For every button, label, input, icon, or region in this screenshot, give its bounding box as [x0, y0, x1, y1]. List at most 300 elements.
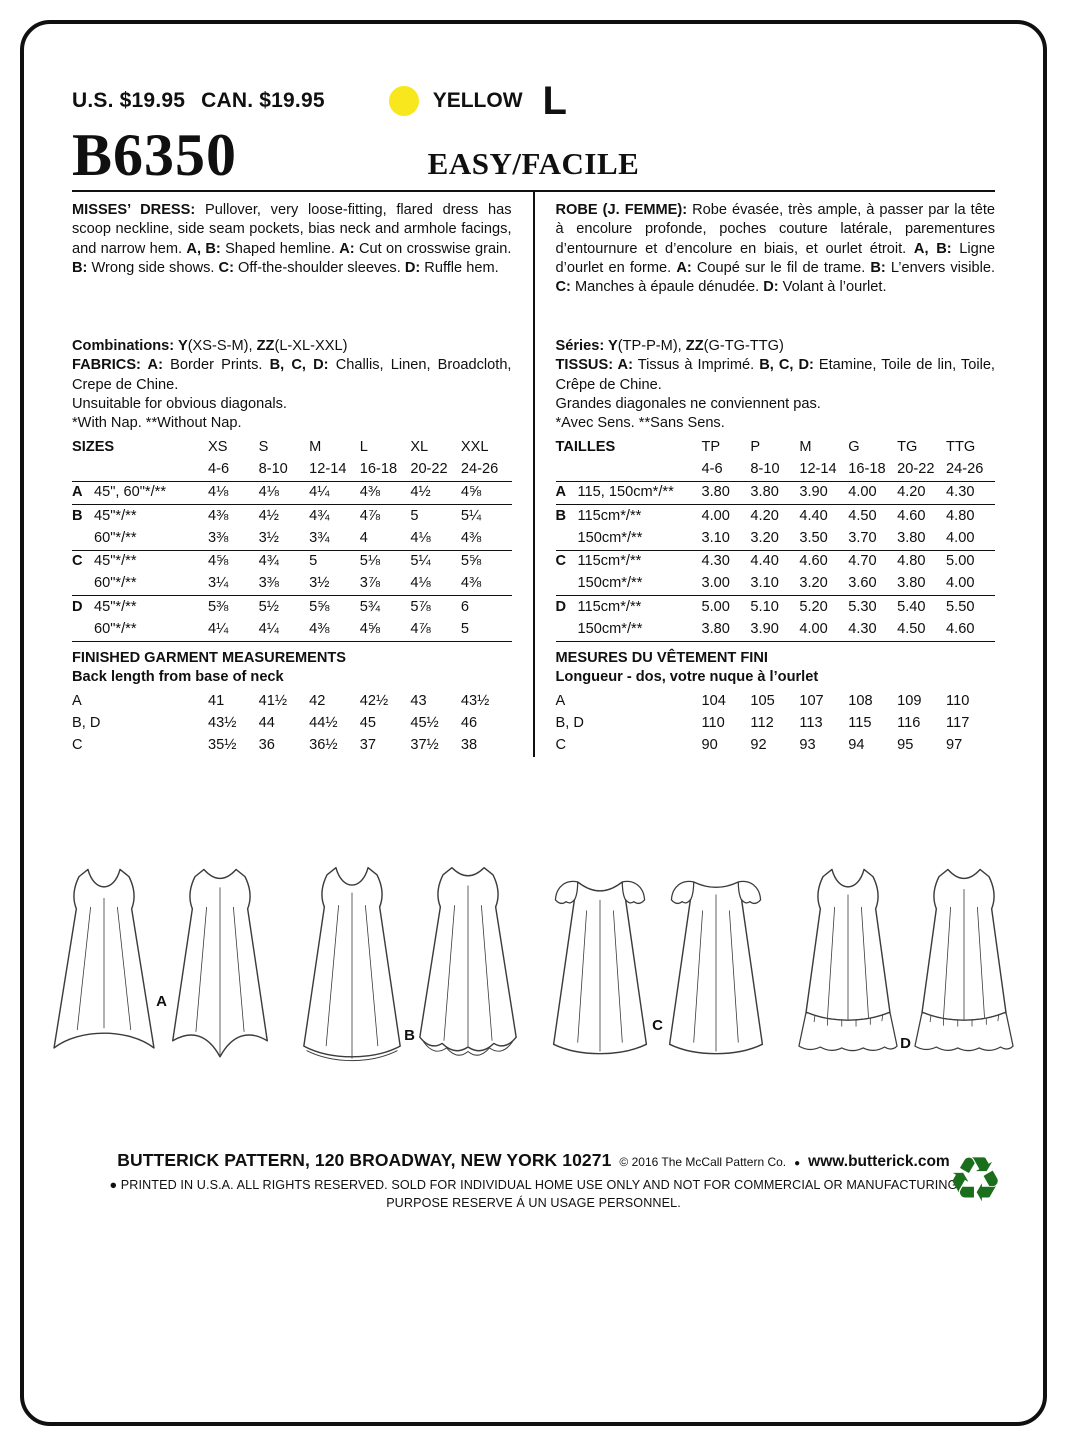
table-cell: L — [359, 438, 368, 455]
text-segment: Ligne d’ourlet en forme. — [555, 240, 996, 276]
text-segment: B: — [870, 259, 886, 276]
nap-note-en: *With Nap. **Without Nap. — [72, 415, 242, 431]
table-cell: 109 — [897, 692, 922, 709]
table-cell: 4⅜ — [208, 507, 229, 524]
table-cell: 5⅝ — [460, 553, 482, 569]
text-segment: A, B: — [186, 240, 221, 257]
text-segment: (XS-S-M), — [187, 338, 257, 354]
table-cell: B — [555, 507, 567, 524]
table-cell: 3.80 — [750, 481, 799, 504]
table-cell: 90 — [701, 737, 718, 753]
table-row — [72, 618, 512, 641]
table-cell: XS — [208, 438, 228, 455]
table-row — [72, 436, 512, 458]
table-cell: 3.80 — [897, 527, 946, 550]
table-cell: 3⅜ — [259, 573, 310, 596]
table-cell: C — [72, 553, 83, 569]
bullet-icon: ● — [794, 1158, 801, 1169]
recycle-icon: ♻ — [947, 1146, 1003, 1215]
table-cell: 3.20 — [799, 573, 848, 596]
pattern-number: B6350 — [72, 122, 238, 188]
table-cell — [72, 459, 208, 482]
text-columns — [72, 192, 995, 757]
table-cell: 3.00 — [702, 573, 751, 596]
description-fr — [556, 201, 996, 319]
table-row — [72, 550, 512, 573]
dress-a-back-illustration — [162, 857, 278, 1080]
text-segment: Coupé sur le fil de trame. — [691, 259, 871, 276]
size-code-letter: L — [542, 79, 567, 123]
table-cell: 45½ — [410, 714, 439, 731]
table-cell: 4.60 — [897, 507, 926, 524]
table-cell: 20-22 — [897, 459, 946, 482]
table-cell: 4⅜ — [461, 573, 512, 596]
table-cell: 3¾ — [309, 527, 360, 550]
table-cell: 4.50 — [848, 507, 877, 524]
table-cell: 3.90 — [750, 618, 799, 641]
table-cell: 3¼ — [208, 573, 259, 596]
table-cell: 4.00 — [701, 507, 730, 524]
table-cell: 4.50 — [897, 618, 946, 641]
view-a-group — [46, 857, 278, 1080]
table-cell: 4⅞ — [410, 618, 461, 641]
table-cell: 4.30 — [701, 553, 730, 569]
text-segment: D: — [763, 279, 779, 295]
price-us: U.S. $19.95 — [72, 89, 186, 112]
text-segment: Pullover, very loose-fitting, flared dress has scoop neckline, side seam pockets, bias neck and armhole facings, and narrow hem. — [72, 202, 512, 257]
table-cell: 45"*/** — [94, 553, 137, 569]
table-cell: 4.00 — [848, 481, 897, 504]
table-cell: S — [258, 438, 269, 455]
text-segment: Shaped hemline. — [220, 240, 340, 257]
masthead — [72, 120, 995, 192]
text-segment: Séries: — [555, 338, 608, 354]
table-cell: 4.40 — [799, 507, 828, 524]
table-cell: 95 — [897, 737, 914, 753]
table-cell: 150cm*/** — [578, 618, 702, 641]
table-cell: 38 — [460, 737, 478, 753]
table-cell: SIZES — [72, 438, 115, 455]
table-cell: 115cm*/** — [577, 553, 642, 569]
website-text: www.butterick.com — [808, 1153, 950, 1170]
table-cell: 4⅜ — [360, 481, 411, 504]
difficulty-label: EASY/FACILE — [427, 146, 640, 181]
table-cell: 115 — [848, 714, 872, 731]
table-cell: 117 — [946, 714, 970, 731]
fabrics-fr — [556, 356, 996, 395]
table-cell: 3.60 — [848, 573, 897, 596]
table-cell: 3⅞ — [360, 573, 411, 596]
table-cell: 4.70 — [848, 553, 877, 569]
table-cell: 105 — [750, 692, 775, 709]
table-cell: D — [72, 598, 83, 615]
finished-subtitle-fr: Longueur - dos, votre nuque à l’ourlet — [555, 668, 819, 685]
text-segment: Cut on crosswise grain. — [354, 240, 512, 257]
table-cell: 92 — [750, 737, 767, 753]
table-cell — [72, 573, 94, 596]
dress-d-back-illustration — [906, 857, 1022, 1080]
text-segment: Border Prints. — [162, 357, 270, 374]
text-segment: TISSUS: — [555, 357, 618, 374]
table-cell: 94 — [848, 737, 865, 753]
table-cell: 3.20 — [750, 527, 799, 550]
text-segment: C: — [555, 279, 571, 295]
table-cell: 4.80 — [897, 553, 926, 569]
table-cell: 24-26 — [946, 459, 995, 482]
table-cell: 3.80 — [702, 618, 751, 641]
table-cell: 5.00 — [946, 553, 975, 569]
yardage-table-fr — [556, 436, 996, 641]
text-segment: Challis, Linen, Broadcloth, Crepe de Chine. — [72, 357, 512, 393]
table-cell: 110 — [946, 692, 970, 709]
table-cell — [556, 573, 578, 596]
nap-note-fr: *Avec Sens. **Sans Sens. — [555, 415, 725, 431]
table-cell: 4⅛ — [259, 481, 310, 504]
table-cell: G — [848, 438, 860, 455]
finished-subtitle-en: Back length from base of neck — [72, 668, 284, 685]
table-cell: 5⅝ — [309, 598, 330, 615]
publisher-address: BUTTERICK PATTERN, 120 BROADWAY, NEW YORK 10271 — [117, 1150, 612, 1170]
table-cell: 5.50 — [946, 598, 975, 615]
table-cell: 4¾ — [258, 553, 279, 569]
table-cell: 41½ — [258, 692, 287, 709]
dress-c-back-illustration — [658, 857, 774, 1080]
text-segment: Off-the-shoulder sleeves. — [233, 259, 405, 276]
table-row — [556, 735, 996, 757]
table-cell: 5¼ — [460, 507, 482, 524]
text-segment: B, C, D: — [269, 357, 329, 374]
text-segment: (L-XL-XXL) — [274, 338, 348, 354]
table-cell: 4¼ — [259, 618, 310, 641]
table-cell: 4.60 — [799, 553, 828, 569]
table-cell: 45"*/** — [94, 598, 137, 615]
table-cell: 36 — [258, 737, 275, 753]
table-cell: 43½ — [460, 692, 490, 709]
table-row — [556, 505, 996, 528]
table-cell: C — [555, 737, 567, 753]
table-cell: TG — [897, 438, 918, 455]
table-cell: 5¼ — [410, 553, 431, 569]
table-cell: M — [799, 438, 812, 455]
text-segment: A: — [339, 240, 355, 257]
text-segment: Tissus à Imprimé. — [632, 357, 760, 374]
table-cell: B, D — [555, 714, 584, 731]
table-cell: 20-22 — [410, 459, 461, 482]
table-cell: 12-14 — [799, 459, 848, 482]
yardage-table-en — [72, 436, 512, 641]
table-cell: 5⅞ — [410, 598, 431, 615]
copyright-text: © 2016 The McCall Pattern Co. — [619, 1155, 787, 1169]
table-cell: 116 — [897, 714, 921, 731]
text-segment: ZZ — [685, 338, 704, 354]
table-cell: 104 — [701, 692, 726, 709]
table-cell: 8-10 — [259, 459, 310, 482]
table-cell: 42½ — [359, 692, 389, 709]
table-cell: 60"*/** — [94, 527, 208, 550]
dress-b-back-illustration — [410, 857, 526, 1080]
table-cell: TAILLES — [555, 438, 616, 455]
table-cell: 24-26 — [461, 459, 512, 482]
text-segment: ROBE (J. FEMME): — [555, 202, 688, 218]
combinations-en — [72, 337, 512, 356]
table-cell: 108 — [848, 692, 873, 709]
table-cell: C — [72, 737, 83, 753]
table-cell: 5.00 — [701, 598, 730, 615]
table-cell: 97 — [946, 737, 963, 753]
table-cell: 4-6 — [702, 459, 751, 482]
text-segment: C: — [218, 259, 234, 276]
table-cell: 45"*/** — [94, 507, 137, 524]
finished-title-fr: MESURES DU VÊTEMENT FINI — [555, 649, 768, 666]
price-line — [72, 89, 325, 113]
usage-line: PURPOSE RESERVE Á UN USAGE PERSONNEL. — [386, 1196, 681, 1210]
table-cell: 4⅛ — [208, 481, 259, 504]
table-row — [556, 690, 996, 712]
text-segment: Robe évasée, très ample, à passer par la tête à encolure profonde, poches couture latérale, parementures d’entournure et d’encolure en biais, et ourlet étroit. — [555, 202, 995, 257]
table-cell: 8-10 — [750, 459, 799, 482]
table-cell: 4.80 — [946, 507, 975, 524]
text-segment: Combinations: — [72, 338, 178, 354]
view-b-group — [294, 857, 526, 1080]
text-segment: B, C, D: — [759, 357, 814, 374]
table-cell: 115cm*/** — [577, 507, 642, 524]
table-row — [556, 596, 996, 619]
finished-table-en — [72, 690, 512, 757]
dress-b-front-illustration — [294, 857, 410, 1080]
text-segment: Volant à l’ourlet. — [778, 279, 887, 295]
text-segment: A, B: — [913, 240, 952, 257]
text-segment: B: — [72, 259, 88, 276]
table-cell: 16-18 — [848, 459, 897, 482]
table-cell: 4½ — [258, 507, 279, 524]
table-cell: 4⅞ — [359, 507, 381, 524]
text-segment: MISSES’ DRESS: — [72, 202, 196, 218]
rights-line: ● PRINTED IN U.S.A. ALL RIGHTS RESERVED. SOLD FOR INDIVIDUAL HOME USE ONLY AND NOT FOR COMMERCIAL OR MANUFACTURING — [109, 1178, 958, 1192]
table-cell: B — [72, 507, 83, 524]
table-cell: 150cm*/** — [578, 527, 702, 550]
view-c-label: C — [652, 1016, 663, 1034]
table-cell: 4-6 — [208, 459, 259, 482]
yellow-dot-icon — [389, 86, 419, 116]
table-cell: 4 — [360, 527, 411, 550]
table-cell: 110 — [701, 714, 725, 731]
table-cell: A — [72, 692, 82, 709]
text-segment: (TP-P-M), — [617, 338, 686, 354]
table-cell: TTG — [946, 438, 976, 455]
table-row — [72, 481, 512, 504]
table-cell: 4.30 — [848, 618, 897, 641]
table-cell: 3⅜ — [208, 527, 259, 550]
french-column — [534, 201, 996, 757]
text-segment: Y — [177, 338, 188, 354]
table-cell: 150cm*/** — [578, 573, 702, 596]
text-segment: ZZ — [256, 338, 275, 354]
table-cell: 41 — [208, 692, 225, 709]
dress-a-front-illustration — [46, 857, 162, 1080]
text-segment: A: — [147, 357, 163, 374]
unsuitable-note-en: Unsuitable for obvious diagonals. — [72, 395, 287, 412]
table-cell: 5.20 — [799, 598, 828, 615]
table-cell: 4.20 — [897, 481, 946, 504]
table-cell: 16-18 — [360, 459, 411, 482]
table-cell: 3.70 — [848, 527, 897, 550]
table-cell: C — [555, 553, 567, 569]
table-row — [72, 712, 512, 734]
english-column — [72, 201, 534, 757]
table-row — [72, 527, 512, 550]
table-row — [556, 459, 996, 482]
table-row — [72, 573, 512, 596]
garment-line-drawings — [72, 857, 995, 1080]
table-cell: 5 — [461, 618, 512, 641]
table-cell: XXL — [460, 438, 489, 455]
table-cell: 3½ — [309, 573, 360, 596]
color-name: YELLOW — [432, 89, 523, 112]
table-cell: 112 — [750, 714, 774, 731]
dress-c-front-illustration — [542, 857, 658, 1080]
table-cell: XL — [410, 438, 429, 455]
description-en — [72, 201, 512, 319]
table-cell: 107 — [799, 692, 824, 709]
table-cell: 4⅛ — [410, 527, 461, 550]
table-cell: 3½ — [259, 527, 310, 550]
table-cell: 44½ — [309, 714, 338, 731]
table-cell: 5½ — [258, 598, 279, 615]
table-cell: 35½ — [208, 737, 237, 753]
table-cell: 3.80 — [897, 573, 946, 596]
text-segment: Y — [607, 338, 618, 354]
table-cell: M — [309, 438, 322, 455]
table-cell: 115cm*/** — [577, 598, 642, 615]
table-cell: A — [555, 692, 566, 709]
text-segment: Ruffle hem. — [420, 259, 499, 276]
table-cell: 3.50 — [799, 527, 848, 550]
table-cell — [556, 459, 702, 482]
table-cell: 43 — [410, 692, 427, 709]
table-row — [556, 481, 996, 504]
table-cell: TP — [701, 438, 721, 455]
text-segment: Etamine, Toile de lin, Toile, Crêpe de Chine. — [555, 357, 995, 393]
view-a-label: A — [156, 992, 167, 1010]
table-cell: 5 — [410, 507, 419, 524]
table-row — [72, 735, 512, 757]
table-cell — [72, 527, 94, 550]
table-cell: 4.40 — [750, 553, 779, 569]
finished-table-fr — [556, 690, 996, 757]
table-row — [72, 690, 512, 712]
top-bar — [72, 79, 995, 123]
table-cell — [72, 618, 94, 641]
table-cell: 3.80 — [702, 481, 751, 504]
table-cell: D — [555, 598, 567, 615]
table-cell: 45", 60"*/** — [94, 481, 208, 504]
table-cell: 6 — [460, 598, 470, 615]
text-segment: A: — [617, 357, 633, 374]
table-cell: 4¼ — [208, 618, 259, 641]
text-segment: FABRICS: — [72, 357, 148, 374]
table-cell: 3.10 — [702, 527, 751, 550]
table-cell: 4⅜ — [461, 527, 512, 550]
table-cell: 37 — [359, 737, 376, 753]
table-cell: 5 — [309, 553, 318, 569]
table-cell: 4⅜ — [309, 618, 360, 641]
table-cell: B, D — [72, 714, 101, 731]
table-cell: 36½ — [309, 737, 338, 753]
publisher-line — [72, 1150, 995, 1171]
table-row — [72, 596, 512, 619]
table-cell: 5⅛ — [359, 553, 381, 569]
fabrics-en — [72, 356, 512, 395]
finished-title-en: FINISHED GARMENT MEASUREMENTS — [72, 649, 347, 666]
table-row — [556, 712, 996, 734]
table-cell: 37½ — [410, 737, 439, 753]
combinations-fr — [556, 337, 996, 356]
table-cell: 4⅛ — [410, 573, 461, 596]
table-cell: 60"*/** — [94, 618, 208, 641]
table-cell: 12-14 — [309, 459, 360, 482]
table-row — [556, 527, 996, 550]
table-cell: A — [556, 481, 578, 504]
unsuitable-note-fr: Grandes diagonales ne conviennent pas. — [555, 395, 821, 412]
text-segment: (G-TG-TTG) — [703, 338, 784, 354]
table-row — [72, 459, 512, 482]
table-row — [556, 436, 996, 458]
table-row — [556, 550, 996, 573]
table-cell: 93 — [799, 737, 816, 753]
table-cell: 4¾ — [309, 507, 330, 524]
pattern-envelope-back — [20, 20, 1047, 1426]
view-b-label: B — [404, 1026, 415, 1044]
table-cell: A — [72, 481, 94, 504]
view-c-group — [542, 857, 774, 1080]
table-cell: 3.10 — [750, 573, 799, 596]
view-d-label: D — [900, 1034, 911, 1052]
table-cell: 42 — [309, 692, 326, 709]
view-d-group — [790, 857, 1022, 1080]
table-cell: 4.60 — [946, 618, 995, 641]
table-cell: 43½ — [208, 714, 237, 731]
table-cell: 4.30 — [946, 481, 995, 504]
text-segment: Wrong side shows. — [87, 259, 219, 276]
text-segment: D: — [404, 259, 421, 276]
table-cell: P — [750, 438, 761, 455]
table-cell: 115, 150cm*/** — [578, 481, 702, 504]
table-cell: 5.40 — [897, 598, 926, 615]
table-cell: 5¾ — [359, 598, 381, 615]
table-cell — [556, 527, 578, 550]
table-cell: 5.30 — [848, 598, 877, 615]
table-row — [556, 618, 996, 641]
table-cell: 5⅜ — [208, 598, 229, 615]
table-cell: 4.20 — [750, 507, 779, 524]
table-cell: 4⅝ — [461, 481, 512, 504]
table-cell: 4½ — [410, 481, 461, 504]
table-row — [72, 505, 512, 528]
table-cell: 44 — [258, 714, 275, 731]
table-cell: 4⅝ — [208, 553, 229, 569]
table-cell: 113 — [799, 714, 823, 731]
table-cell: 4.00 — [946, 527, 995, 550]
text-segment: A: — [676, 259, 692, 276]
footer — [72, 1146, 1003, 1215]
text-segment: L’envers visible. — [885, 259, 995, 276]
table-cell: 3.90 — [799, 481, 848, 504]
table-cell: 4⅝ — [360, 618, 411, 641]
table-cell: 60"*/** — [94, 573, 208, 596]
price-can: CAN. $19.95 — [201, 89, 325, 112]
table-cell: 46 — [460, 714, 478, 731]
table-row — [556, 573, 996, 596]
